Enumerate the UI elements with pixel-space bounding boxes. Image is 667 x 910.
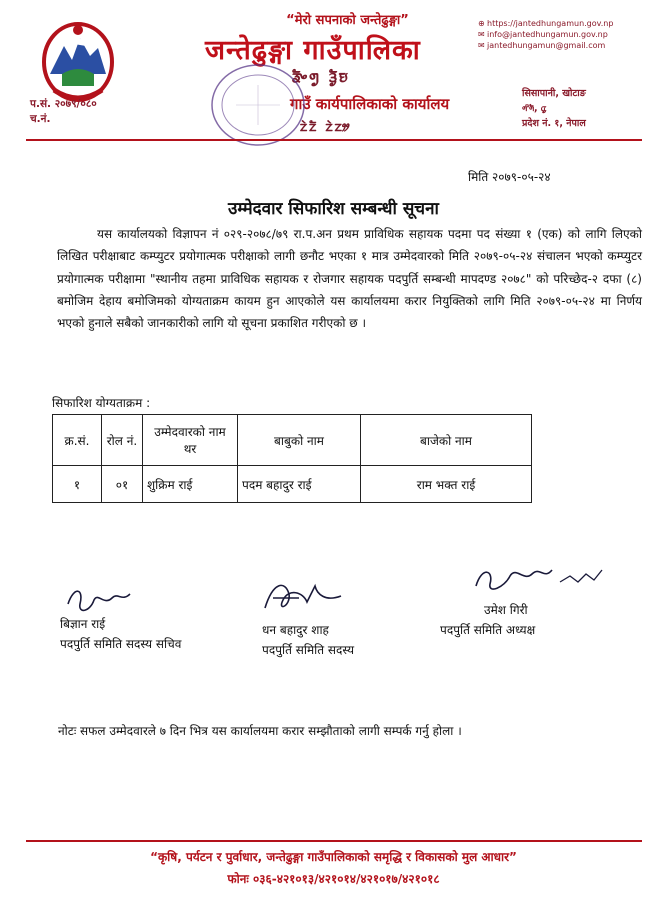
col-header-father: बाबुको नाम — [238, 415, 361, 466]
col-header-candidate: उम्मेदवारको नाम थर — [143, 415, 238, 466]
mail-icon: ✉ — [478, 41, 485, 50]
signature-scribble-2 — [255, 572, 375, 622]
table-row — [53, 466, 532, 503]
footer-phone: फोनः ०३६-४२१०१३/४२१०१४/४२१०१७/४२१०१८ — [227, 872, 440, 886]
nepal-emblem-logo — [40, 16, 116, 106]
reference-numbers — [30, 97, 97, 127]
signatory-name: उमेश गिरी — [484, 603, 528, 617]
signature-block-1 — [60, 614, 181, 654]
cell-sn: १ — [53, 466, 102, 503]
note-text: नोटः सफल उम्मेदवारले ७ दिन भित्र यस कार्यालयमा करार सम्झौताको लागी सम्पर्क गर्नु होला । — [58, 724, 462, 738]
cn-label: च.नं. — [30, 113, 51, 125]
header-divider — [26, 139, 642, 141]
cell-grandfather: राम भक्त राई — [361, 466, 532, 503]
signature-block-3 — [440, 600, 536, 640]
notice-date: मिति २०७९-०५-२४ — [468, 170, 551, 184]
signatory-name: बिज्ञान राई — [60, 617, 106, 631]
mail-icon: ✉ — [478, 30, 485, 39]
office-name: जन्तेढुङ्गा गाउँपालिका — [205, 35, 421, 66]
signatory-role: पदपुर्ति समिति सदस्य — [262, 643, 355, 657]
website-line[interactable]: ⊕ https://jantedhungamun.gov.np — [478, 19, 614, 28]
office-name-kirat-script: ᤕᤠᤴᤛᤢ ᤋᤠᤢᤎ — [292, 66, 350, 87]
executive-office-kirat-script: ᤁᤧᤁᤠ ᤁᤧᤁᤤ — [300, 117, 352, 135]
slogan: “मेरो सपनाको जन्तेढुङ्गा” — [286, 13, 409, 28]
executive-office-name: गाउँ कार्यपालिकाको कार्यालय — [290, 95, 450, 113]
ranking-label: सिफारिश योग्यताक्रम : — [52, 396, 151, 410]
footer-motto: “कृषि, पर्यटन र पुर्वाधार, जन्तेढुङ्गा गाउँपालिकाको समृद्धि र विकासको मुल आधार” — [150, 850, 517, 864]
signature-scribble-3 — [470, 552, 620, 602]
ps-value: २०७९/०८० — [54, 98, 97, 110]
footer-divider — [26, 840, 642, 842]
col-header-sn: क्र.सं. — [53, 415, 102, 466]
cell-candidate: शुक्रिम राई — [143, 466, 238, 503]
col-header-grandfather: बाजेको नाम — [361, 415, 532, 466]
cell-father: पदम बहादुर राई — [238, 466, 361, 503]
web-icon: ⊕ — [478, 19, 485, 28]
notice-body: यस कार्यालयको विज्ञापन नं ०२९-२०७८/७९ रा.प.अन प्रथम प्राविधिक सहायक पदमा पद संख्या १ (एक) को लागि लिएको लिखित परीक्षाबाट कम्प्युटर प्रयोगात्मक परीक्षाको लागी छनौट भएका १ मात्र उम्मेदवारको मिति २०७९-०५-२४ संचालन भएको कम्प्युटर प्रयोगात्मक परीक्षामा "स्थानीय तहमा प्राविधिक सहायक र रोजगार सहायक पदपुर्ति सम्बन्धी मापदण्ड २०७८" को परिच्छेद-२ दफा (८) बमोजिम देहाय बमोजिमको योग्यताक्रम कायम हुन आएकोले यस कार्यालयमा करार नियुक्तिको लागि मिति २०७९-०५-२४ मा निर्णय भएको हुनाले सबैको जानकारीको लागि यो सूचना प्रकाशित गरीएको छ । — [57, 227, 642, 331]
col-header-roll: रोल नं. — [102, 415, 143, 466]
signature-block-2 — [262, 620, 354, 660]
notice-title: उम्मेदवार सिफारिश सम्बन्धी सूचना — [228, 199, 439, 219]
ps-label: प.सं. — [30, 98, 52, 110]
signatory-role: पदपुर्ति समिति सदस्य सचिव — [60, 637, 182, 651]
office-stamp-seal — [208, 60, 308, 150]
contact-info — [478, 18, 613, 51]
candidate-table — [52, 414, 532, 503]
cell-roll: ०१ — [102, 466, 143, 503]
signatory-name: धन बहादुर शाह — [262, 623, 329, 637]
email-line[interactable]: ✉ jantedhungamun@gmail.com — [478, 41, 606, 50]
email-line[interactable]: ✉ info@jantedhungamun.gov.np — [478, 30, 608, 39]
table-header-row — [53, 415, 532, 466]
signatory-role: पदपुर्ति समिति अध्यक्ष — [440, 623, 536, 637]
office-address: सिसापानी, खोटाङ ᤛᤡᤛᤠ, ᤂᤢ प्रदेश नं. १, नेपाल — [522, 88, 586, 129]
